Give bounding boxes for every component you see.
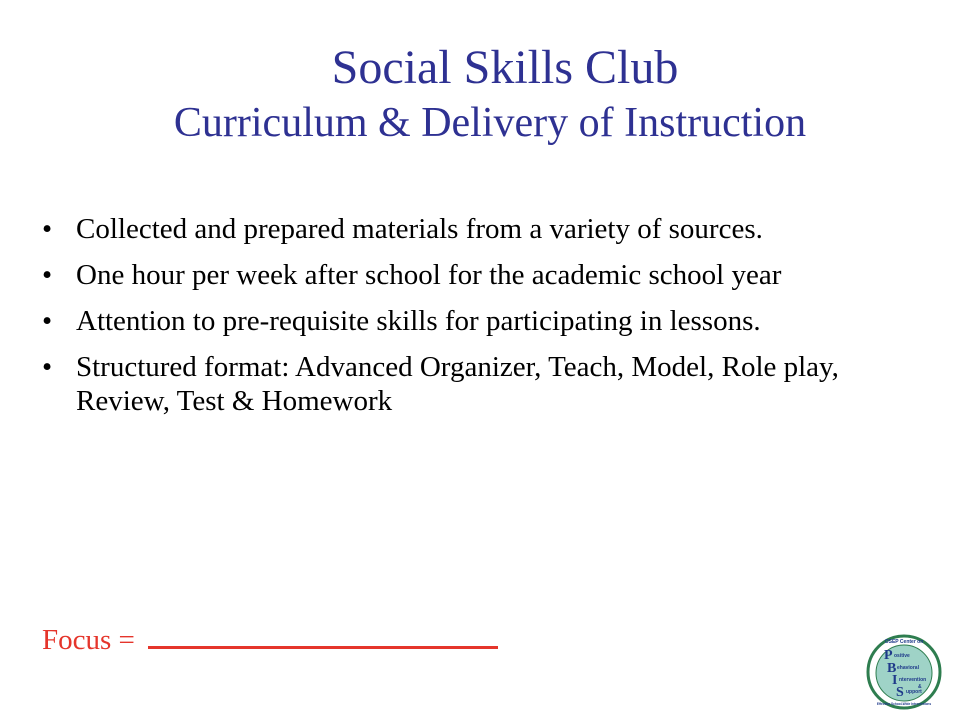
logo-word-intervention: ntervention: [899, 677, 927, 683]
bullet-text: Structured format: Advanced Organizer, Teach, Model, Role play, Review, Test & Homework: [76, 351, 839, 417]
bullet-item-1: [42, 212, 842, 246]
bullet-item-2: [42, 258, 842, 292]
focus-label: Focus =: [42, 624, 143, 656]
bullet-text: Collected and prepared materials from a variety of sources.: [76, 213, 763, 245]
bullet-dot: •: [42, 259, 53, 291]
logo-letter-p: P: [884, 648, 893, 663]
logo-word-support: upport: [906, 689, 922, 695]
logo-word-positive: ositive: [894, 653, 910, 659]
bullet-dot: •: [42, 305, 53, 337]
logo-top-text: OSEP Center on: [884, 639, 924, 645]
focus-blank-line: [148, 620, 498, 649]
bullet-item-3: [42, 304, 842, 338]
slide-title: Social Skills Club: [331, 41, 679, 94]
logo-letter-b: B: [887, 661, 897, 676]
focus-line: [42, 620, 498, 657]
bullet-dot: •: [42, 351, 53, 383]
slide-subtitle: Curriculum & Delivery of Instruction: [173, 100, 807, 146]
logo-bottom-text: Effective School-Wide Interventions: [876, 702, 932, 706]
logo-letter-i: I: [892, 673, 898, 688]
logo-word-behavioral: ehavioral: [897, 665, 919, 671]
bullet-list: [42, 212, 842, 430]
logo-letter-s: S: [896, 685, 904, 700]
bullet-item-4: [42, 350, 842, 418]
bullet-text: One hour per week after school for the academic school year: [76, 259, 782, 291]
pbis-logo-icon: [866, 634, 942, 710]
bullet-text: Attention to pre-requisite skills for participating in lessons.: [76, 305, 761, 337]
bullet-dot: •: [42, 213, 53, 245]
title-block: [0, 40, 960, 150]
logo-amp: &: [918, 684, 922, 690]
